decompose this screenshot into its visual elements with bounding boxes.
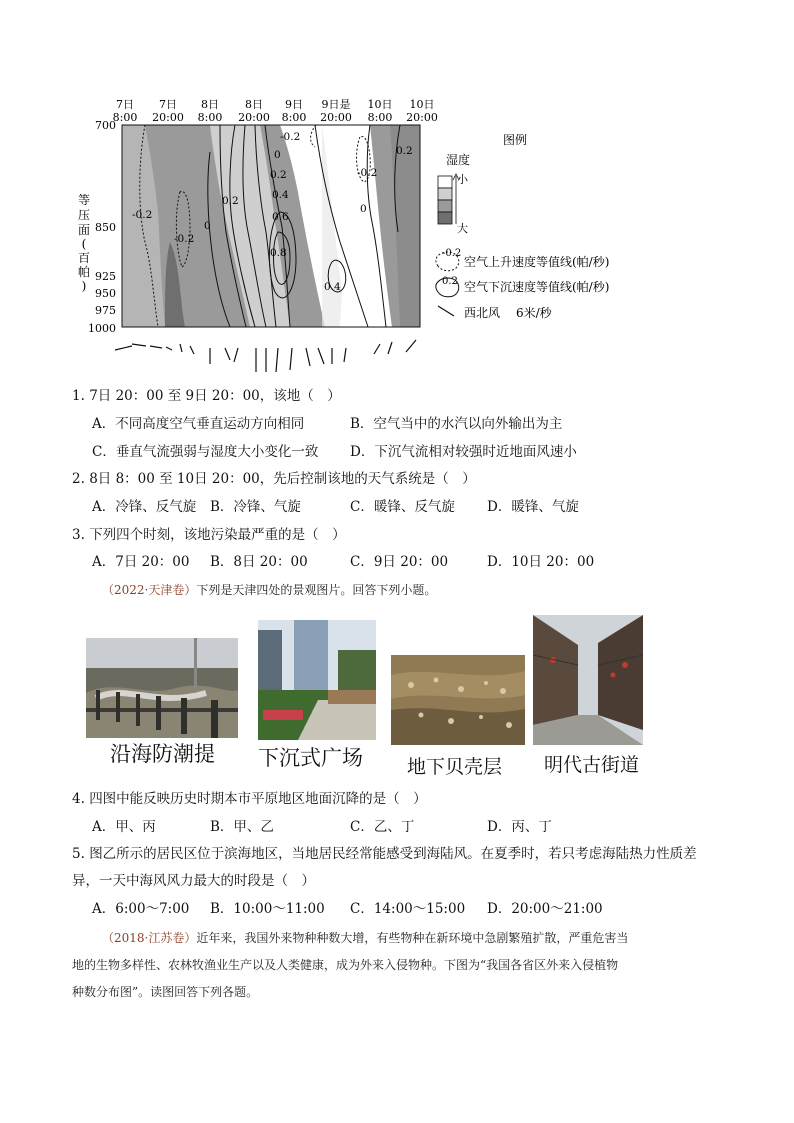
pressure-tick-950: 950 [95,287,116,300]
q5-option-c[interactable]: C．14:00～15:00 [350,901,466,917]
q1-option-b[interactable]: B．空气当中的水汽以向外输出为主 [350,416,563,432]
svg-text:): ) [81,279,87,293]
contour-label: -0.2 [280,131,301,143]
contour-label: 0.2 [222,195,239,207]
contour-label: 0.2 [270,169,287,181]
time-label-3-time: 20:00 [238,111,270,124]
time-label-0-day: 7日 [116,98,134,111]
legend [436,132,610,320]
y-axis-title [78,193,90,293]
time-label-4-time: 8:00 [281,111,307,124]
humidity-label: 湿度 [446,153,471,167]
vertical-section-chart [70,92,710,372]
caption-seawall: 沿海防潮提 [110,742,215,766]
photo-seawall [86,638,238,738]
wind-text: 西北风 [464,306,501,320]
contour-label: 0.4 [324,281,341,293]
time-label-4-day: 9日 [285,98,303,111]
humidity-large: 大 [457,222,468,235]
contour-label: 0.2 [396,145,413,157]
source-tag: （2018·江苏卷） [102,931,197,945]
svg-text:(: ( [81,237,87,251]
photo-shell-layer [391,655,525,745]
intro-jiangsu-line3: 种数分布图”。读图回答下列各题。 [72,985,259,999]
question-3: 3. 下列四个时刻，该地污染最严重的是（ ） [72,527,346,543]
time-label-2-time: 8:00 [197,111,223,124]
wind-arrow-icon [438,306,454,316]
contour-label: 0 [204,220,211,232]
svg-text:帕: 帕 [77,265,91,279]
time-label-1-day: 7日 [159,98,177,111]
time-label-2-day: 8日 [201,98,219,111]
contour-label: 0 [274,149,281,161]
humidity-small: 小 [457,173,468,186]
contour-label: 0.4 [272,189,289,201]
contour-label: 0 [360,203,367,215]
svg-text:面: 面 [77,223,91,237]
wind-speed: 6米/秒 [516,306,552,320]
time-axis-labels [113,98,438,124]
time-label-6-day: 10日 [367,98,393,111]
source-tag: （2022·天津卷） [102,583,197,597]
caption-ming-street: 明代古街道 [544,754,640,776]
weather-figure [70,92,710,372]
q5-option-a[interactable]: A．6:00～7:00 [92,901,190,917]
q2-option-d[interactable]: D．暖锋、气旋 [487,499,579,515]
time-label-0-time: 8:00 [112,111,138,124]
time-label-6-time: 8:00 [367,111,393,124]
pressure-tick-925: 925 [95,270,116,283]
downdraft-value: 0.2 [442,276,458,287]
q2-option-c[interactable]: C．暖锋、反气旋 [350,499,455,515]
pressure-tick-1000: 1000 [88,322,116,335]
contour-label: -0.2 [174,233,195,245]
contour-label: -0.2 [132,209,153,221]
intro-tianjin: （2022·天津卷）下列是天津四处的景观图片。回答下列小题。 [102,583,437,597]
contour-label: 0.8 [270,247,287,259]
svg-text:压: 压 [77,208,91,222]
contour-label: 0.6 [272,211,289,223]
pressure-tick-975: 975 [95,304,116,317]
question-4: 4. 四图中能反映历史时期本市平原地区地面沉降的是（ ） [72,791,427,807]
caption-shell-layer: 地下贝壳层 [407,756,503,778]
q4-option-d[interactable]: D．丙、丁 [487,819,552,835]
question-1 [72,387,341,405]
photo-ming-street [533,615,643,745]
q2-option-b[interactable]: B．冷锋、气旋 [210,499,301,515]
q3-option-a[interactable]: A．7日 20：00 [92,554,190,570]
q2-option-a[interactable]: A．冷锋、反气旋 [92,499,197,515]
question-stem: 7日 20：00 至 9日 20：00，该地（ ） [89,388,341,404]
downdraft-text: 空气下沉速度等值线(帕/秒) [464,280,610,294]
q4-option-b[interactable]: B．甲、乙 [210,819,274,835]
legend-title: 图例 [502,133,528,147]
pressure-tick-700: 700 [95,119,116,132]
time-label-7-time: 20:00 [406,111,438,124]
q3-option-d[interactable]: D．10日 20：00 [487,554,595,570]
q4-option-a[interactable]: A．甲、丙 [92,819,156,835]
intro-jiangsu-line1: （2018·江苏卷）近年来，我国外来物种种数大增，有些物种在新环境中急剧繁殖扩散，严重危害当 [102,931,629,945]
question-number: 1. [72,388,85,404]
question-2: 2. 8日 8：00 至 10日 20：00，先后控制该地的天气系统是（ ） [72,471,476,487]
pressure-axis-labels [88,119,116,335]
q3-option-b[interactable]: B．8日 20：00 [210,554,308,570]
updraft-value: -0.2 [442,248,462,259]
question-5: 5. 图乙所示的居民区位于滨海地区，当地居民经常能感受到海陆风。在夏季时，若只考虑海陆热力性质差 [72,846,697,862]
q4-option-c[interactable]: C．乙、丁 [350,819,415,835]
updraft-text: 空气上升速度等值线(帕/秒) [464,255,610,269]
intro-jiangsu-line2: 地的生物多样性、农林牧渔业生产以及人类健康，成为外来入侵物种。下图为“我国各省区外来入侵植物 [72,958,619,972]
contour-label: -0.2 [357,167,378,179]
q5-option-d[interactable]: D．20:00～21:00 [487,901,603,917]
time-label-5-time: 20:00 [320,111,352,124]
question-5-line2: 异，一天中海风风力最大的时段是（ ） [72,873,315,889]
q3-option-c[interactable]: C．9日 20：00 [350,554,449,570]
time-label-1-time: 20:00 [152,111,184,124]
q1-option-d[interactable]: D．下沉气流相对较强时近地面风速小 [350,444,577,460]
photo-sunken-plaza [258,620,376,740]
humidity-shading [122,125,420,327]
svg-text:百: 百 [77,251,91,265]
q1-option-c[interactable]: C．垂直气流强弱与湿度大小变化一致 [92,444,319,460]
q1-option-a[interactable]: A．不同高度空气垂直运动方向相同 [92,416,305,432]
caption-sunken-plaza: 下沉式广场 [258,746,363,770]
time-label-5-day: 9日是 [321,98,351,111]
time-label-7-day: 10日 [409,98,435,111]
wind-barbs [115,340,416,372]
svg-text:等: 等 [77,193,91,207]
time-label-3-day: 8日 [245,98,263,111]
q5-option-b[interactable]: B．10:00～11:00 [210,901,325,917]
pressure-tick-850: 850 [95,221,116,234]
